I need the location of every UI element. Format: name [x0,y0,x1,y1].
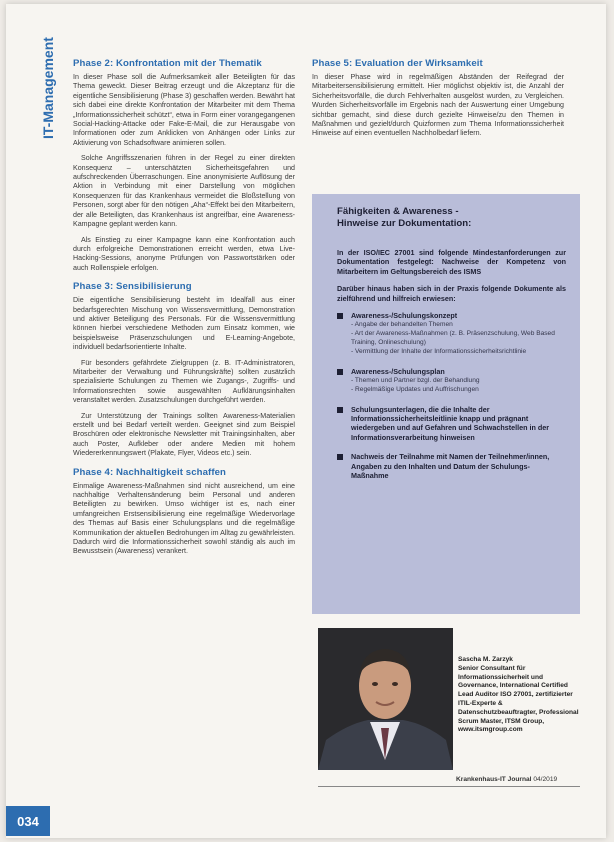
bullet-2-item-2: - Regelmäßige Updates und Auffrischungen [351,385,479,393]
infobox-intro: In der ISO/IEC 27001 sind folgende Mindestanforderungen zur Dokumentation festgelegt: Nachweise der Kompetenz von Mitarbeitern im Geltungsbereich des ISMS [337,248,566,276]
author-bio [458,656,582,735]
bullet-square-icon [337,369,343,375]
author-name: Sascha M. Zarzyk [458,656,513,663]
bullet-1-item-2: - Art der Awareness-Maßnahmen (z. B. Präsenzschulung, Web Based Training, Onlineschulung) [351,330,555,347]
phase4-section [73,467,295,557]
footer-divider [318,786,580,787]
infobox-title [337,206,566,230]
infobox-title-line1: Fähigkeiten & Awareness - [337,206,459,217]
phase5-section [312,58,564,139]
section-label: IT-Management [40,37,56,139]
bullet-3-head: Schulungsunterlagen, die die Inhalte der Informationssicherheitsleitlinie knapp und prägnant wiedergeben und auf Gefahren und Schwachstellen in der Informationsverarbeitung hinweisen [351,404,550,442]
portrait-image [318,628,453,770]
infobox-bullet-1 [337,311,566,357]
phase5-title: Phase 5: Evaluation der Wirksamkeit [312,58,483,69]
phase2-title: Phase 2: Konfrontation mit der Thematik [73,58,262,69]
bullet-1-item-1: - Angabe der behandelten Themen [351,321,453,329]
footer-magazine [456,776,557,783]
magazine-issue: 04/2019 [533,776,558,783]
bullet-square-icon [337,454,343,460]
infobox-intro2: Darüber hinaus haben sich in der Praxis folgende Dokumente als zielführend und hilfreich erwiesen: [337,284,566,303]
infobox-bullet-4 [337,452,566,480]
bullet-square-icon [337,313,343,319]
page-number: 034 [6,806,50,836]
bullet-2-head: Awareness-/Schulungsplan [351,366,445,376]
phase5-paragraph-1: In dieser Phase wird in regelmäßigen Abständen der Reifegrad der Mitarbeitersensibilisierung ermittelt. Hier möglichst objektiv ist, die Anzahl der Sicherheitsvorfälle, die durch Fehlverhalten ausgelöst wurden, zu Vergleichen. Wurden Sicherheitsvorfälle im Ergebnis nach der Auswertung einer Umgebung sichtbar gemacht, sind diese durch gezielte Hinweise/zu den Themen in Maßnahmen und gezielt/durch Quizformen zum Thema Informationssicherheit Hinweise auf einen eventuellen Nachholbedarf liefern. [312,73,564,138]
bullet-2-item-1: - Themen und Partner bzgl. der Behandlung [351,377,480,385]
phase2-paragraph-1: In dieser Phase soll die Aufmerksamkeit aller Beteiligten für das Thema geweckt. Dieser Beitrag erzeugt und die Akzeptanz für die eigentliche Sensibilisierung (Phase 3) geschaffen werden. Bewährt hat sich dabei eine direkte Konfrontation der Mitarbeiter mit dem Thema „Informationssicherheit schützt“, etwa in Form einer vorangegangenen Social-Hacking-Attacke oder Fake-E-Mail, die zur Herausgabe von Informationen oder zum Anklicken von Anhängen oder Links zur Aktivierung von Schadsoftware animieren sollen. [73,73,295,147]
infobox-bullet-3 [337,405,566,443]
right-column [312,58,564,147]
phase2-paragraph-3: Als Einstieg zu einer Kampagne kann eine Konfrontation auch durch erfolgreiche Demonstrationen erreicht werden, etwa Live-Hacking-Sessions, anonyme Prüfungen von Passwortstärken oder auch Rollenspiele erfolgen. [73,235,295,272]
phase3-paragraph-2: Für besonders gefährdete Zielgruppen (z. B. IT-Administratoren, Mitarbeiter der Verwaltung und Führungskräfte) sollten zusätzlich spezialisierte Schulungen zu Themen wie Zugangs-, Zugriffs- und Informationsrechten sowie ausgewählten Aufklärungsinhalten veranstaltet werden. Zusatzschulungen durchgeführt werden. [73,358,295,405]
infobox-bullet-2 [337,367,566,395]
left-column [73,58,295,565]
phase4-title: Phase 4: Nachhaltigkeit schaffen [73,466,227,478]
bullet-4-head: Nachweis der Teilnahme mit Namen der Teilnehmer/innen, Angaben zu den Inhalten und Datum der Schulungs-Maßnahme [351,452,550,481]
infobox-title-line2: Hinweise zur Dokumentation: [337,218,472,229]
author-description: Senior Consultant für Informationssicherheit und Governance, International Certified Lead Auditor ISO 27001, zertifizierter ITIL-Experte & Datenschutzbeauftragter, Professional Scrum Master, ITSM Group, www.itsmgroup.com [458,664,579,734]
magazine-title: Krankenhaus-IT Journal [456,776,532,783]
phase2-paragraph-2: Solche Angriffsszenarien führen in der Regel zu einer direkten Konsequenz – unterschätzten Sicherheitsgefahren und aufschreckenden Überraschungen. Eine anonymisierte Auflösung der Aktion in Verbindung mit einer Darstellung von möglichen Konsequenzen für das Krankenhaus vermeidet die Bloßstellung von Personen, sorgt aber für den nötigen „Aha“-Effekt bei den Mitarbeitern, der alle Beteiligten, das Krankenhaus ist angreifbar, eine Awareness-Kampagne geplant werden kann. [73,154,295,229]
phase4-paragraph-1: Einmalige Awareness-Maßnahmen sind nicht ausreichend, um eine nachhaltige Verhaltensänderung beim Personal und anderen Beteiligten zu bewirken. Umso wichtiger ist es, nach einer umfangreichen Erstsensibilisierung eine regelmäßige Wiedervorlage des Themas auf Basis einer Schulungsplans und die regelmäßige Kommunikation der aktuellen Bedrohungen im Alltag zu gewährleisten. Dadurch wird die Informationssicherheit sowohl ständig als auch im Bewusstsein (Awareness) verankert. [73,481,296,556]
phase2-section [73,58,295,273]
author-block [318,628,580,770]
bullet-square-icon [337,407,343,413]
phase3-paragraph-1: Die eigentliche Sensibilisierung besteht im Idealfall aus einer bedarfsgerechten Mischung von Wissensvermittlung, Demonstration und aktiver Beteiligung des Personals. Für die Wissensvermittlung können hierbei verschiedene Methoden zum Einsatz kommen, wie beispielsweise Präsenzschulungen und E-Learning-Angebote, individuell bedarfsorientierte Inhalte. [73,296,295,352]
author-photo [318,628,453,770]
bullet-1-head: Awareness-/Schulungskonzept [351,311,458,321]
phase3-title: Phase 3: Sensibilisierung [73,281,192,293]
phase3-section [73,281,295,459]
phase3-paragraph-3: Zur Unterstützung der Trainings sollten Awareness-Materialien erstellt und bei Bedarf verteilt werden. Geeignet sind zum Beispiel Broschüren oder elektronische Newsletter mit Trainingsinhalten, aber auch Poster, Aufkleber oder andere Medien mit hohem Wiedererkennungswert (Plakate, Flyer, Videos etc.) sein. [73,411,295,458]
bullet-1-item-3: - Vermittlung der Inhalte der Informationssicherheitsrichtlinie [351,347,527,355]
documentation-infobox [312,194,580,614]
